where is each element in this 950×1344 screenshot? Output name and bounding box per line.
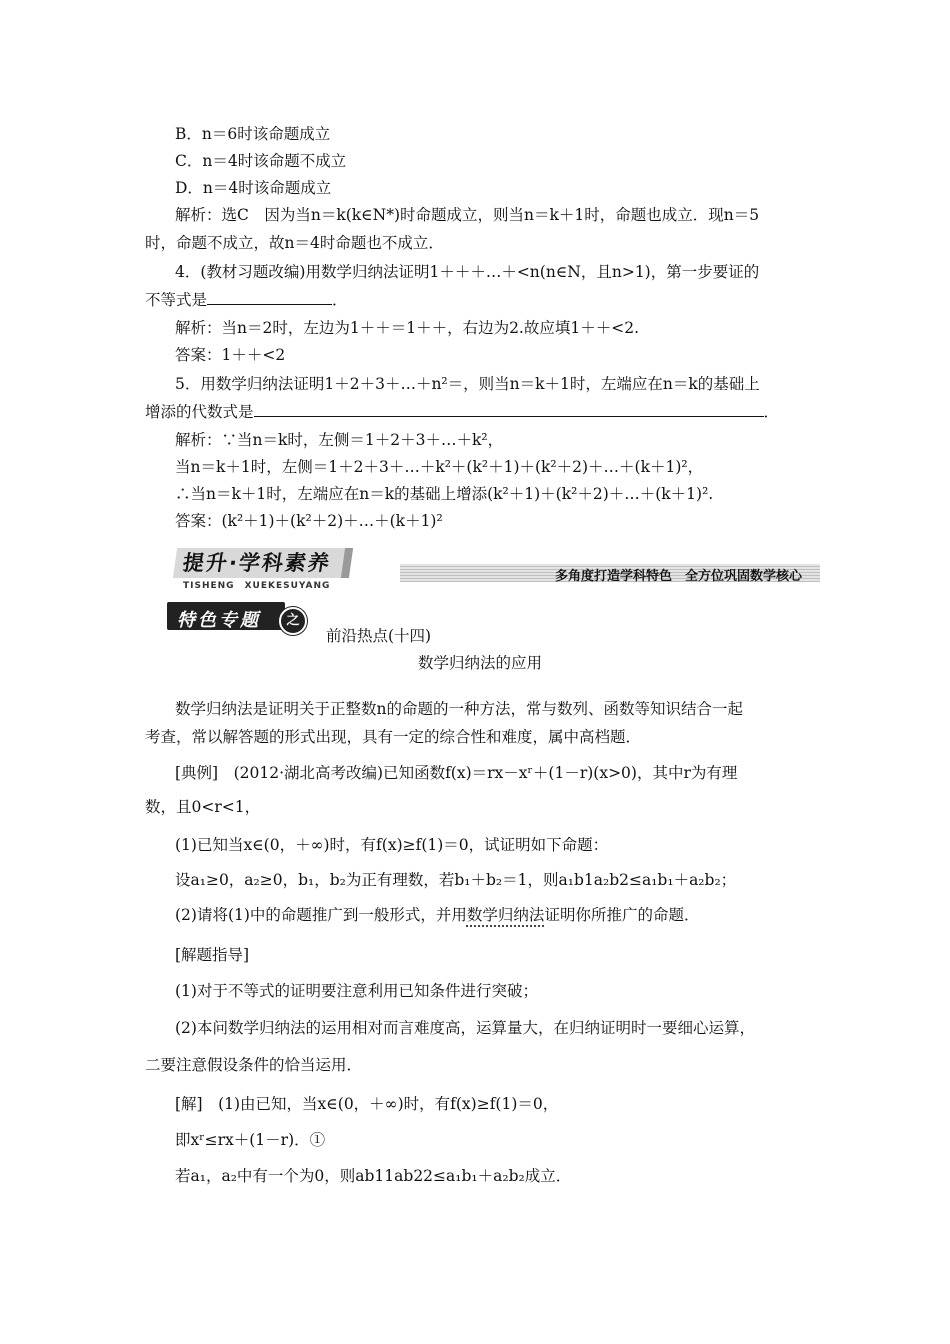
- q5-analysis-line3: ∴当n＝k＋1时，左端应在n＝k的基础上增添(k²＋1)＋(k²＋2)＋…＋(k＋1)².: [175, 485, 714, 503]
- q5-suffix: ．: [763, 403, 780, 421]
- banner-subtitle: TISHENG XUEKESUYANG: [183, 581, 331, 591]
- special-title: 数学归纳法的应用: [418, 654, 543, 672]
- special-topic-badge: [167, 600, 305, 634]
- special-heading: 前沿热点(十四): [326, 627, 432, 645]
- q4-prefix: 不等式是: [145, 291, 208, 309]
- example-line1: [典例] (2012·湖北高考改编)已知函数f(x)＝rx－xʳ＋(1－r)(x>0)，其中r为有理: [175, 764, 738, 782]
- guide-line1: (1)对于不等式的证明要注意利用已知条件进行突破；: [175, 982, 538, 1000]
- q5-answer: 答案：(k²＋1)＋(k²＋2)＋…＋(k＋1)²: [175, 512, 443, 530]
- guide-title: [解题指导]: [175, 946, 250, 964]
- q5-analysis-line2: 当n＝k＋1时，左侧＝1＋2＋3＋…＋k²＋(k²＋1)＋(k²＋2)＋…＋(k＋1)²，: [175, 458, 704, 476]
- part2-emphasis: 数学归纳法: [466, 906, 545, 924]
- option-d: D．n＝4时该命题成立: [175, 179, 332, 197]
- solution-line3: 若a₁，a₂中有一个为0，则ab11ab22≤a₁b₁＋a₂b₂成立．: [175, 1167, 572, 1185]
- guide-line2: (2)本问数学归纳法的运用相对而言难度高，运算量大，在归纳证明时一要细心运算，: [175, 1019, 755, 1037]
- q4-suffix: ．: [332, 291, 348, 309]
- example-line2: 数，且0<r<1，: [145, 798, 261, 816]
- option-b: B．n＝6时该命题成立: [175, 125, 331, 143]
- guide-line3: 二要注意假设条件的恰当运用．: [145, 1056, 363, 1074]
- intro-line1: 数学归纳法是证明关于正整数n的命题的一种方法，常与数列、函数等知识结合一起: [175, 700, 743, 718]
- q5-analysis-line1: 解析：∵当n＝k时，左侧＝1＋2＋3＋…＋k²，: [175, 431, 504, 449]
- option-c: C．n＝4时该命题不成立: [175, 152, 347, 170]
- q4-answer: 答案：1＋＋<2: [175, 346, 286, 364]
- q4-answer-blank: [207, 290, 332, 305]
- q3-analysis-line2: 时，命题不成立，故n＝4时命题也不成立．: [145, 234, 444, 252]
- q5-question-line1: 5．用数学归纳法证明1＋2＋3＋…＋n²＝，则当n＝k＋1时，左端应在n＝k的基础上: [175, 375, 760, 393]
- q5-question-line2: [145, 402, 779, 422]
- q5-answer-blank: [254, 402, 764, 417]
- badge-circle-char: 之: [279, 607, 307, 635]
- solution-line2: 即xʳ≤rx＋(1－r)．①: [175, 1131, 326, 1149]
- q4-question-line1: 4．(教材习题改编)用数学归纳法证明1＋＋＋…＋<n(n∈N，且n>1)，第一步要证的: [175, 263, 760, 281]
- part1-line2: 设a₁≥0，a₂≥0，b₁，b₂为正有理数，若b₁＋b₂＝1，则a₁b1a₂b2≤a₁b₁＋a₂b₂；: [175, 871, 737, 889]
- q5-prefix: 增添的代数式是: [145, 403, 254, 421]
- q4-question-line2: [145, 290, 348, 310]
- part1-line1: (1)已知当x∈(0，＋∞)时，有f(x)≥f(1)＝0，试证明如下命题：: [175, 836, 609, 854]
- section-banner: [175, 548, 820, 591]
- part2-line: [175, 905, 699, 925]
- q3-analysis-line1: 解析：选C 因为当n＝k(k∈N*)时命题成立，则当n＝k＋1时，命题也成立．现n＝5: [175, 206, 760, 224]
- banner-slogan: 多角度打造学科特色 全方位巩固数学核心: [554, 569, 802, 584]
- q4-analysis: 解析：当n＝2时，左边为1＋＋＝1＋＋，右边为2.故应填1＋＋<2.: [175, 319, 639, 337]
- part2-prefix: (2)请将(1)中的命题推广到一般形式，并用: [175, 906, 467, 924]
- badge-text: 特色专题: [177, 610, 261, 631]
- banner-title: 提升·学科素养: [173, 548, 353, 578]
- intro-line2: 考查，常以解答题的形式出现，具有一定的综合性和难度，属中高档题．: [145, 728, 642, 746]
- solution-line1: [解] (1)由已知，当x∈(0，＋∞)时，有f(x)≥f(1)＝0，: [175, 1095, 559, 1113]
- part2-suffix: 证明你所推广的命题．: [544, 906, 700, 924]
